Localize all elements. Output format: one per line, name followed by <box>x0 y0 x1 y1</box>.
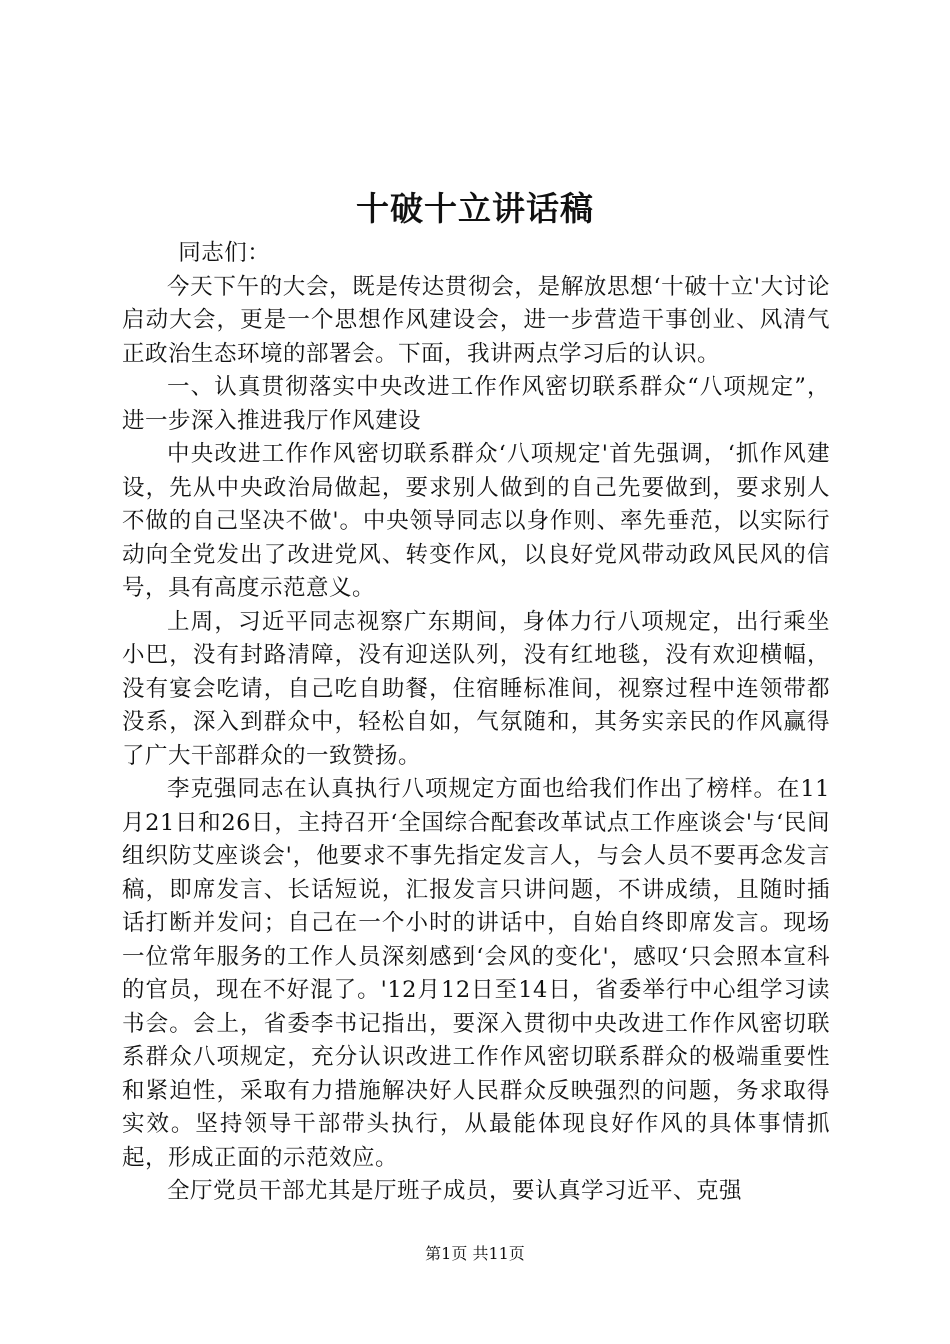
paragraph-eight-rules: 中央改进工作作风密切联系群众‘八项规定'首先强调，‘抓作风建设，先从中央政治局做起，要求别人做到的自己先要做到，要求别人不做的自己坚决不做'。中央领导同志以身作则、率先垂范，以实际行动向全党发出了改进党风、转变作风，以良好党风带动政风民风的信号，具有高度示范意义。 <box>122 441 830 601</box>
paragraph-xi-guangdong: 上周，习近平同志视察广东期间，身体力行八项规定，出行乘坐小巴，没有封路清障，没有迎送队列，没有红地毯，没有欢迎横幅，没有宴会吃请，自己吃自助餐，住宿睡标准间，视察过程中连领带都没系，深入到群众中，轻松自如，气氛随和，其务实亲民的作风赢得了广大干部群众的一致赞扬。 <box>122 608 830 769</box>
paragraph-all-staff: 全厅党员干部尤其是厅班子成员，要认真学习近平、克强 <box>167 1178 743 1204</box>
document-title: 十破十立讲话稿 <box>356 189 594 228</box>
section-heading-1: 一、认真贯彻落实中央改进工作作风密切联系群众“八项规定”，进一步深入推进我厅作风建设 <box>122 374 830 434</box>
page-number: 第1页 共11页 <box>425 1244 525 1263</box>
paragraph-li-keqiang: 李克强同志在认真执行八项规定方面也给我们作出了榜样。在11月21日和26日，主持召开‘全国综合配套改革试点工作座谈会'与‘民间组织防艾座谈会'，他要求不事先指定发言人，与会人员不要再念发言稿，即席发言、长话短说，汇报发言只讲问题，不讲成绩，且随时插话打断并发问；自己在一个小时的讲话中，自始自终即席发言。现场一位常年服务的工作人员深刻感到‘会风的变化'，感叹‘只会照本宣科的官员，现在不好混了。'12月12日至14日，省委举行中心组学习读书会。会上，省委李书记指出，要深入贯彻中央改进工作作风密切联系群众八项规定，充分认识改进工作作风密切联系群众的极端重要性和紧迫性，采取有力措施解决好人民群众反映强烈的问题，务求取得实效。坚持领导干部带头执行，从最能体现良好作风的具体事情抓起，形成正面的示范效应。 <box>122 776 830 1171</box>
document-body <box>122 237 830 1209</box>
greeting: 同志们： <box>178 240 271 266</box>
paragraph-intro: 今天下午的大会，既是传达贯彻会，是解放思想‘十破十立'大讨论启动大会，更是一个思想作风建设会，进一步营造干事创业、风清气正政治生态环境的部署会。下面，我讲两点学习后的认识。 <box>122 273 830 367</box>
